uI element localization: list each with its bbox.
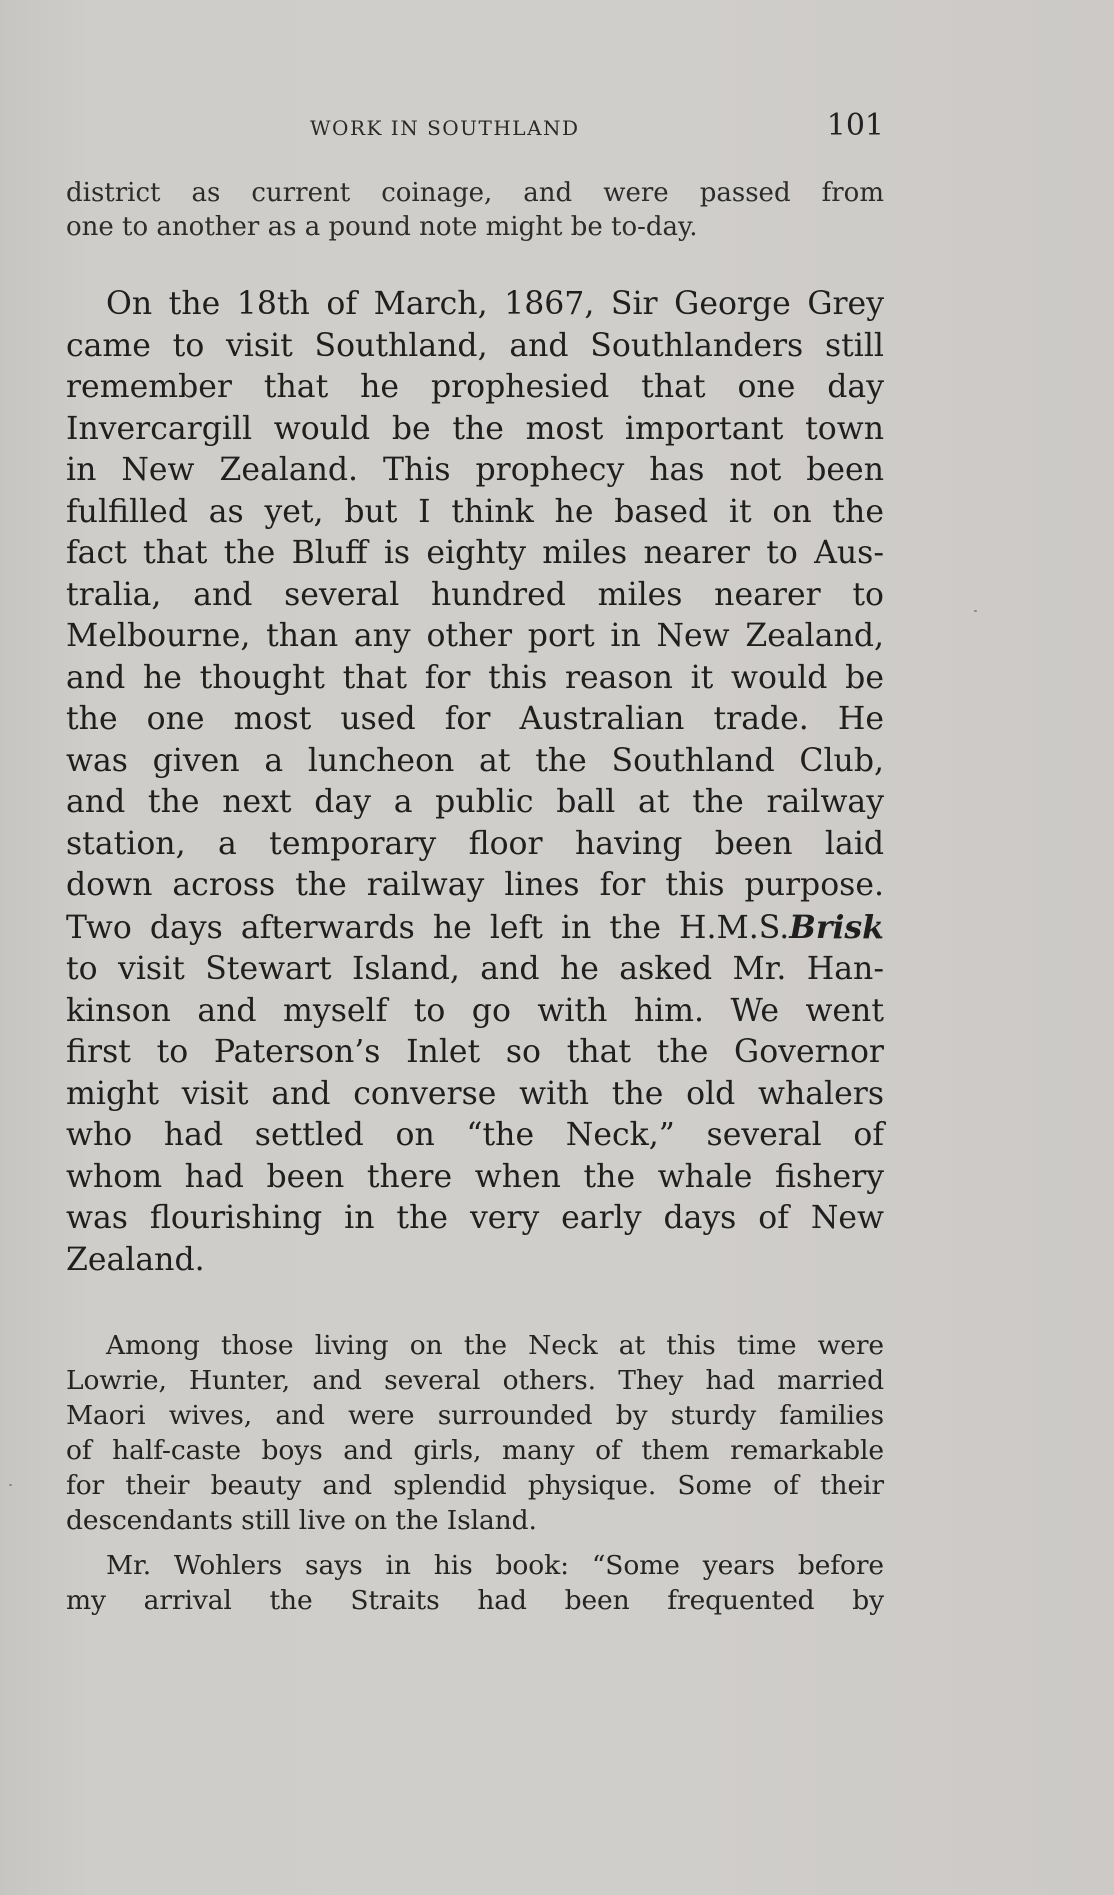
text-line: tralia, and several hundred miles nearer to [66, 576, 884, 613]
main-paragraph [66, 284, 884, 1281]
extract-block [66, 1328, 884, 1618]
text-line: whom had been there when the whale fishery [66, 1158, 884, 1195]
running-head: WORK IN SOUTHLAND [310, 116, 580, 140]
text-line: of half-caste boys and girls, many of them remarkable [66, 1435, 884, 1466]
page-number: 101 [826, 108, 884, 143]
text-line: descendants still live on the Island. [66, 1505, 537, 1536]
text-line: to visit Stewart Island, and he asked Mr. Han- [66, 951, 884, 987]
text-line: Melbourne, than any other port in New Zealand, [66, 618, 884, 654]
text-line: and the next day a public ball at the railway [66, 784, 884, 820]
text-line: fact that the Bluff is eighty miles nearer to Aus- [66, 535, 884, 571]
text-line: one to another as a pound note might be to-day. [66, 212, 698, 242]
paper-speck [974, 610, 977, 612]
text-line: kinson and myself to go with him. We went [66, 992, 884, 1029]
text-line: who had settled on “the Neck,” several of [66, 1117, 884, 1153]
opening-fragment [66, 176, 884, 244]
text-line: came to visit Southland, and Southlanders still [66, 327, 884, 364]
text-line: and he thought that for this reason it would be [66, 659, 884, 696]
text-line: was flourishing in the very early days of New [66, 1200, 884, 1236]
text-line: Two days afterwards he left in the H.M.S. [66, 909, 790, 946]
text-line: the one most used for Australian trade. He [66, 701, 884, 737]
text-line: first to Paterson’s Inlet so that the Governor [66, 1034, 884, 1070]
paragraph-gap [66, 1538, 884, 1548]
text-line: for their beauty and splendid physique. Some of their [66, 1470, 884, 1501]
text-line: was given a luncheon at the Southland Club, [66, 742, 884, 779]
text-line: Maori wives, and were surrounded by sturdy families [66, 1400, 884, 1431]
text-line: Invercargill would be the most important town [66, 410, 884, 447]
text-line: down across the railway lines for this purpose. [66, 867, 884, 903]
text-line: Mr. Wohlers says in his book: “Some years before [106, 1550, 884, 1581]
text-line: in New Zealand. This prophecy has not been [66, 452, 884, 488]
text-line: remember that he prophesied that one day [66, 369, 884, 405]
text-line: fulfilled as yet, but I think he based it on the [66, 493, 884, 530]
ship-name: Brisk [789, 908, 884, 946]
paper-speck [9, 1484, 12, 1486]
text-line: district as current coinage, and were passed from [66, 178, 884, 208]
text-line: Among those living on the Neck at this time were [106, 1330, 884, 1361]
text-line: might visit and converse with the old whalers [66, 1075, 884, 1112]
text-line: On the 18th of March, 1867, Sir George Grey [106, 286, 884, 322]
text-line: station, a temporary floor having been laid [66, 825, 884, 862]
text-line: my arrival the Straits had been frequented by [66, 1585, 884, 1616]
text-line-with-ship [66, 907, 884, 950]
text-line: Lowrie, Hunter, and several others. They had married [66, 1365, 884, 1396]
text-line: Zealand. [66, 1241, 205, 1278]
page-header [66, 108, 884, 142]
